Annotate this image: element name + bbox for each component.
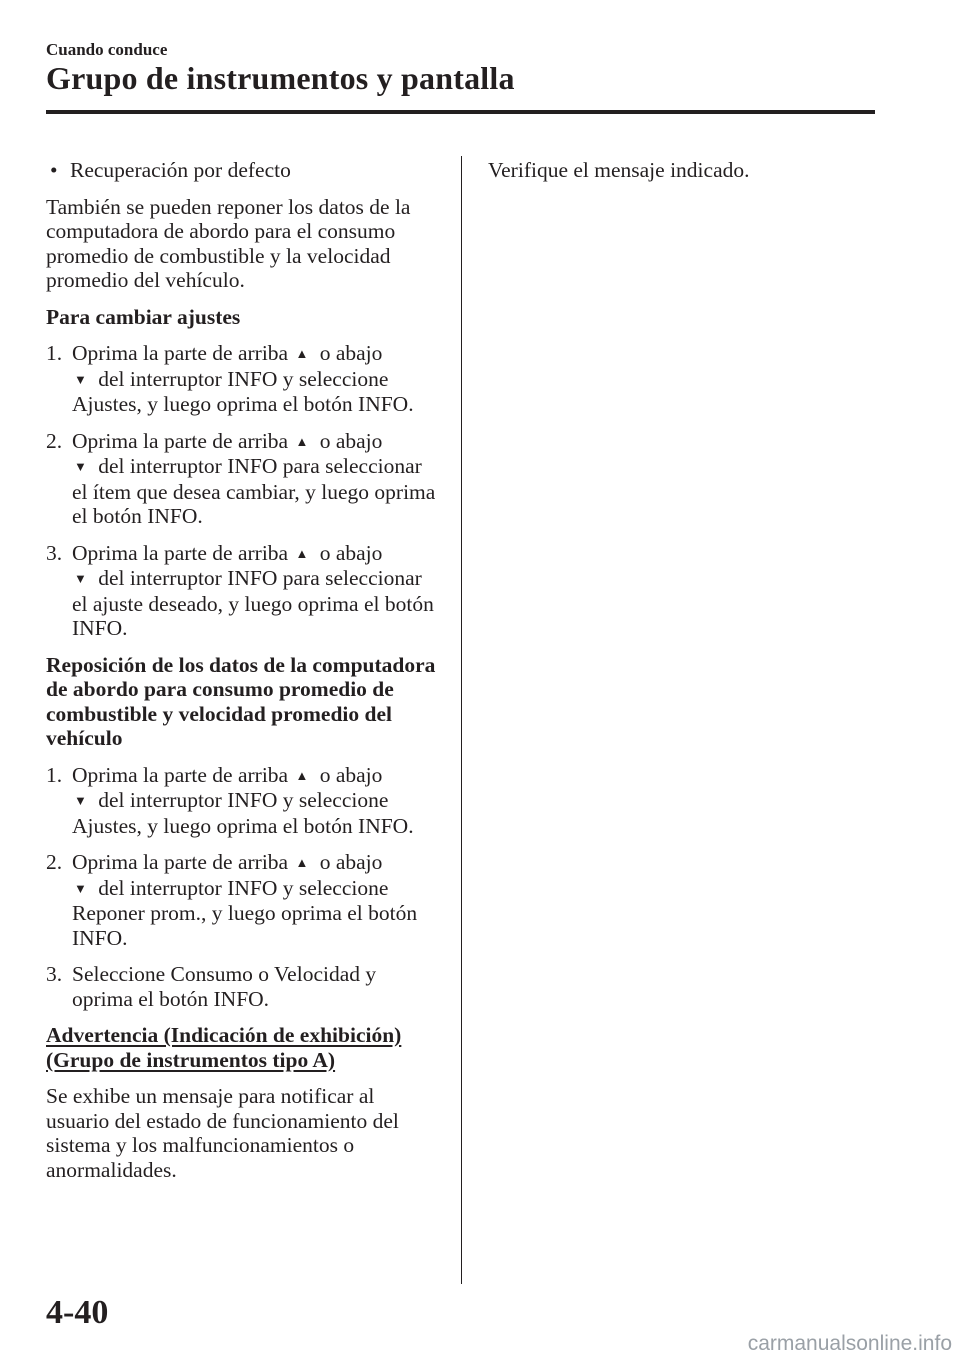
- section-label: Cuando conduce: [46, 40, 168, 59]
- bullet-text: Recuperación por defecto: [70, 158, 291, 182]
- step-text-post: del interruptor INFO y seleccione Ajustes, y luego oprima el botón INFO.: [72, 788, 414, 838]
- down-arrow-icon: ▼: [74, 459, 87, 474]
- page-number: 4-40: [46, 1294, 109, 1331]
- up-arrow-icon: ▲: [295, 433, 309, 449]
- bullet-item: [46, 158, 441, 183]
- step-number: 3.: [46, 540, 63, 565]
- step-text-post: del interruptor INFO para seleccionar el ítem que desea cambiar, y luego oprima el botón INFO.: [72, 454, 436, 528]
- paragraph-warning-info: Se exhibe un mensaje para notificar al usuario del estado de funcionamiento del sistema y los malfuncionamientos o anormalidades.: [46, 1084, 399, 1182]
- left-column: [46, 158, 441, 1194]
- up-arrow-icon: ▲: [295, 545, 309, 561]
- step-text: Seleccione Consumo o Velocidad y oprima el botón INFO.: [72, 962, 377, 1011]
- step-text-pre: Oprima la parte de arriba: [72, 762, 289, 787]
- down-arrow-icon: ▼: [74, 371, 87, 387]
- step-item: [46, 850, 441, 950]
- watermark: carmanualsonline.info: [747, 1332, 952, 1355]
- step-number: 1.: [46, 762, 63, 787]
- step-text-mid: o abajo: [319, 762, 383, 787]
- step-item: [46, 541, 441, 641]
- step-text-pre: Oprima la parte de arriba: [72, 540, 289, 565]
- paragraph-reset-info: También se pueden reponer los datos de la computadora de abordo para el consumo promedio de combustible y la velocidad promedio del vehículo.: [46, 194, 411, 292]
- step-number: 1.: [46, 341, 63, 365]
- down-arrow-icon: ▼: [74, 571, 87, 586]
- column-divider: [461, 156, 462, 1284]
- up-arrow-icon: ▲: [295, 767, 309, 783]
- paragraph-verify-message: Verifique el mensaje indicado.: [488, 158, 750, 182]
- step-text-mid: o abajo: [319, 428, 383, 453]
- step-number: 2.: [46, 428, 63, 453]
- title-rule: [46, 110, 875, 114]
- step-text-post: del interruptor INFO y seleccione Ajustes, y luego oprima el botón INFO.: [72, 366, 414, 416]
- up-arrow-icon: ▲: [295, 346, 309, 361]
- step-text-mid: o abajo: [319, 540, 383, 565]
- step-text-post: del interruptor INFO para seleccionar el ajuste deseado, y luego oprima el botón INFO.: [72, 566, 434, 640]
- step-text-pre: Oprima la parte de arriba: [72, 850, 289, 874]
- heading-warning-line1: Advertencia (Indicación de exhibición): [46, 1023, 402, 1047]
- heading-warning-line2: (Grupo de instrumentos tipo A): [46, 1047, 336, 1072]
- step-text-pre: Oprima la parte de arriba: [72, 428, 289, 453]
- step-number: 2.: [46, 850, 63, 874]
- step-item: [46, 341, 441, 417]
- step-item: [46, 429, 441, 529]
- down-arrow-icon: ▼: [74, 880, 87, 896]
- step-text-mid: o abajo: [319, 341, 383, 365]
- heading-warning-indication: [46, 1023, 441, 1072]
- step-text-mid: o abajo: [319, 850, 383, 874]
- heading-change-settings: Para cambiar ajustes: [46, 304, 241, 329]
- step-item: [46, 962, 441, 1011]
- heading-reset-trip-computer: Reposición de los datos de la computadora de abordo para consumo promedio de combustible y velocidad promedio del vehículo: [46, 652, 436, 750]
- step-text-post: del interruptor INFO y seleccione Reponer prom., y luego oprima el botón INFO.: [72, 875, 418, 950]
- up-arrow-icon: ▲: [295, 855, 309, 870]
- page-title: Grupo de instrumentos y pantalla: [46, 60, 515, 96]
- down-arrow-icon: ▼: [74, 793, 87, 808]
- right-column: [488, 158, 888, 195]
- bullet-icon: •: [50, 158, 58, 182]
- step-item: [46, 763, 441, 839]
- steps-reset-trip-computer: [46, 763, 441, 1012]
- step-text-pre: Oprima la parte de arriba: [72, 341, 289, 365]
- step-number: 3.: [46, 962, 63, 986]
- steps-change-settings: [46, 341, 441, 641]
